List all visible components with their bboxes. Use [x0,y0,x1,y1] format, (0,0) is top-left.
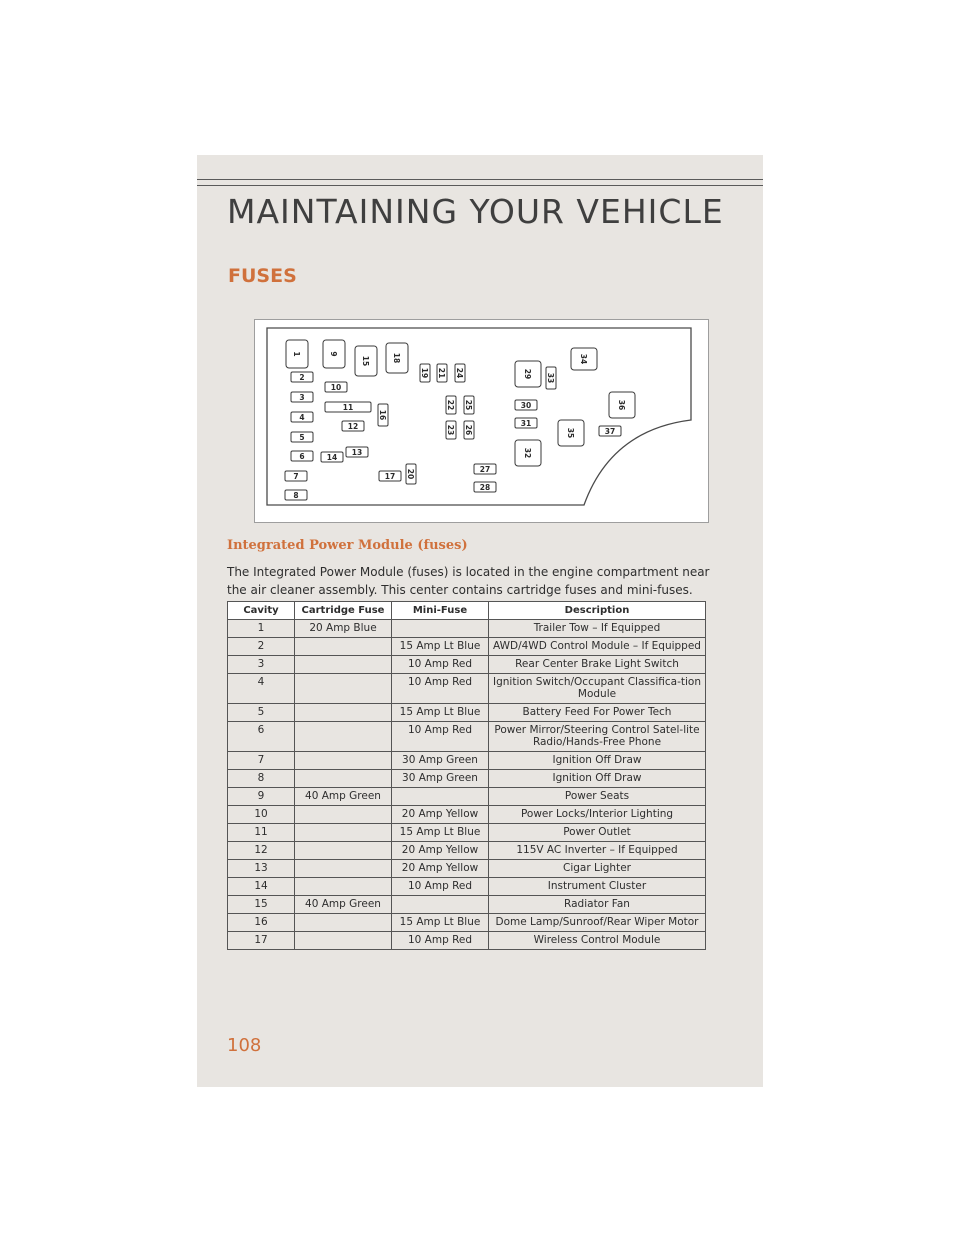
cartridge-fuse-cell [295,704,392,722]
fuse-cavity-28 [474,482,496,492]
mini-fuse-cell: 10 Amp Red [392,656,489,674]
fuse-cavity-12 [342,421,364,431]
description-cell: Ignition Off Draw [489,770,706,788]
fuse-cavity-21 [437,364,447,382]
fuse-cavity-16 [378,404,388,426]
header-rule-top [197,179,763,180]
cartridge-fuse-cell [295,914,392,932]
fuse-cavity-22 [446,396,456,414]
cavity-cell: 10 [228,806,295,824]
cavity-cell: 5 [228,704,295,722]
mini-fuse-cell: 15 Amp Lt Blue [392,704,489,722]
cartridge-fuse-cell [295,932,392,950]
fuse-number: 24 [455,367,464,379]
table-row [228,788,706,806]
fuse-cavity-14 [321,452,343,462]
section-title: MAINTAINING YOUR VEHICLE [227,192,724,231]
table-row [228,752,706,770]
fuse-number: 27 [479,465,491,474]
fuse-cavity-25 [464,396,474,414]
fuse-number: 26 [464,424,473,436]
fuse-number: 5 [299,433,305,442]
mini-fuse-cell: 20 Amp Yellow [392,842,489,860]
fuse-number: 13 [351,448,363,457]
cartridge-fuse-cell [295,674,392,704]
cavity-cell: 3 [228,656,295,674]
fuse-cavity-32 [515,440,541,466]
description-cell: Rear Center Brake Light Switch [489,656,706,674]
fuse-number: 16 [378,409,387,421]
fuse-cavity-34 [571,348,597,370]
cartridge-fuse-cell [295,656,392,674]
fuse-cavity-5 [291,432,313,442]
fuse-number: 29 [523,368,532,380]
fuse-number: 32 [523,447,532,459]
table-row [228,620,706,638]
fuse-cavity-8 [285,490,307,500]
cartridge-fuse-cell [295,842,392,860]
fuse-cavity-3 [291,392,313,402]
fuse-cavity-4 [291,412,313,422]
fuse-layout-svg [255,320,708,522]
fuse-cavity-10 [325,382,347,392]
cavity-cell: 9 [228,788,295,806]
manual-page [197,155,763,1087]
mini-fuse-cell: 15 Amp Lt Blue [392,824,489,842]
mini-fuse-cell: 30 Amp Green [392,752,489,770]
description-cell: 115V AC Inverter – If Equipped [489,842,706,860]
description-cell: Ignition Off Draw [489,752,706,770]
mini-fuse-cell: 20 Amp Yellow [392,860,489,878]
fuse-cavity-2 [291,372,313,382]
header-mini-fuse: Mini-Fuse [392,602,489,620]
table-row [228,842,706,860]
fuse-number: 37 [604,427,616,436]
cartridge-fuse-cell [295,638,392,656]
fuse-number: 8 [293,491,299,500]
description-cell: Power Outlet [489,824,706,842]
description-cell: Cigar Lighter [489,860,706,878]
description-cell: Dome Lamp/Sunroof/Rear Wiper Motor [489,914,706,932]
fuse-cavity-35 [558,420,584,446]
table-row [228,674,706,704]
mini-fuse-cell [392,896,489,914]
fuse-number: 23 [446,424,455,436]
description-cell: Instrument Cluster [489,878,706,896]
description-cell: Wireless Control Module [489,932,706,950]
fuse-number: 34 [579,353,588,365]
fuse-number: 4 [299,413,305,422]
fuse-number: 3 [299,393,305,402]
cartridge-fuse-cell [295,722,392,752]
fuse-number: 19 [420,367,429,379]
fuse-cavity-17 [379,471,401,481]
header-description: Description [489,602,706,620]
fuse-number: 36 [617,399,626,411]
fuse-number: 14 [326,453,338,462]
description-cell: AWD/4WD Control Module – If Equipped [489,638,706,656]
cartridge-fuse-cell [295,752,392,770]
cavity-cell: 8 [228,770,295,788]
table-row [228,932,706,950]
description-cell: Radiator Fan [489,896,706,914]
cartridge-fuse-cell [295,806,392,824]
cavity-cell: 15 [228,896,295,914]
table-row [228,722,706,752]
fuse-cavity-18 [386,343,408,373]
table-row [228,878,706,896]
fuse-number: 12 [347,422,359,431]
fuse-cavity-6 [291,451,313,461]
fuse-cavity-26 [464,421,474,439]
fuse-cavity-19 [420,364,430,382]
page-heading: FUSES [228,265,297,287]
cartridge-fuse-cell [295,824,392,842]
cartridge-fuse-cell [295,878,392,896]
table-row [228,824,706,842]
cavity-cell: 13 [228,860,295,878]
fuse-number: 6 [299,452,305,461]
description-cell: Power Seats [489,788,706,806]
fuse-cavity-9 [323,340,345,368]
mini-fuse-cell [392,620,489,638]
fuse-number: 31 [520,419,532,428]
fuse-cavity-1 [286,340,308,368]
mini-fuse-cell [392,788,489,806]
cavity-cell: 14 [228,878,295,896]
mini-fuse-cell: 10 Amp Red [392,878,489,896]
table-row [228,638,706,656]
fuse-box-diagram [254,319,709,523]
header-cavity: Cavity [228,602,295,620]
fuse-number: 30 [520,401,532,410]
description-cell: Power Mirror/Steering Control Satel-lite Radio/Hands-Free Phone [489,722,706,752]
mini-fuse-cell: 10 Amp Red [392,932,489,950]
cartridge-fuse-cell [295,770,392,788]
fuse-cavity-27 [474,464,496,474]
fuse-cavity-30 [515,400,537,410]
cavity-cell: 17 [228,932,295,950]
table-row [228,770,706,788]
fuse-cavity-23 [446,421,456,439]
fuse-number: 10 [330,383,342,392]
fuse-cavity-36 [609,392,635,418]
table-row [228,860,706,878]
fuse-number: 1 [292,351,301,357]
mini-fuse-cell: 30 Amp Green [392,770,489,788]
header-rule-bottom [197,185,763,186]
fuse-table-body [228,620,706,950]
description-cell: Power Locks/Interior Lighting [489,806,706,824]
fuse-cavity-11 [325,402,371,412]
fuse-number: 7 [293,472,299,481]
cartridge-fuse-cell [295,860,392,878]
fuse-number: 15 [361,355,370,367]
mini-fuse-cell: 10 Amp Red [392,674,489,704]
cavity-cell: 11 [228,824,295,842]
cavity-cell: 1 [228,620,295,638]
fuse-cavity-29 [515,361,541,387]
cartridge-fuse-cell: 40 Amp Green [295,896,392,914]
description-cell: Ignition Switch/Occupant Classifica-tion Module [489,674,706,704]
fuse-cavity-33 [546,367,556,389]
fuse-number: 21 [437,367,446,379]
cartridge-fuse-cell: 20 Amp Blue [295,620,392,638]
cartridge-fuse-cell: 40 Amp Green [295,788,392,806]
table-header-row [228,602,706,620]
cavity-cell: 6 [228,722,295,752]
mini-fuse-cell: 10 Amp Red [392,722,489,752]
cavity-cell: 16 [228,914,295,932]
cavity-cell: 12 [228,842,295,860]
fuse-number: 11 [342,403,354,412]
fuse-number: 20 [406,468,415,480]
fuse-number: 33 [546,372,555,384]
page-number: 108 [227,1035,262,1056]
fuse-cavity-13 [346,447,368,457]
intro-paragraph: The Integrated Power Module (fuses) is located in the engine compartment near the air cleaner assembly. This center contains cartridge fuses and mini-fuses. [227,565,710,597]
fuse-cavity-15 [355,346,377,376]
fuse-cavity-31 [515,418,537,428]
fuse-table [227,601,706,950]
table-row [228,806,706,824]
fuse-number: 17 [384,472,396,481]
fuse-number: 18 [392,352,401,364]
cavity-cell: 7 [228,752,295,770]
fuse-number: 28 [479,483,491,492]
fuse-number: 22 [446,399,455,411]
fuse-number: 9 [329,351,338,357]
table-row [228,704,706,722]
fuse-cavity-24 [455,364,465,382]
description-cell: Trailer Tow – If Equipped [489,620,706,638]
table-row [228,914,706,932]
table-row [228,896,706,914]
table-row [228,656,706,674]
header-cartridge-fuse: Cartridge Fuse [295,602,392,620]
fuse-cavity-7 [285,471,307,481]
fuse-cavity-37 [599,426,621,436]
fuse-number: 25 [464,399,473,411]
fuse-number: 2 [299,373,305,382]
fuse-number: 35 [566,427,575,439]
mini-fuse-cell: 15 Amp Lt Blue [392,914,489,932]
mini-fuse-cell: 15 Amp Lt Blue [392,638,489,656]
mini-fuse-cell: 20 Amp Yellow [392,806,489,824]
cavity-cell: 2 [228,638,295,656]
fuse-cavity-20 [406,464,416,484]
sub-heading: Integrated Power Module (fuses) [227,538,468,553]
cavity-cell: 4 [228,674,295,704]
description-cell: Battery Feed For Power Tech [489,704,706,722]
